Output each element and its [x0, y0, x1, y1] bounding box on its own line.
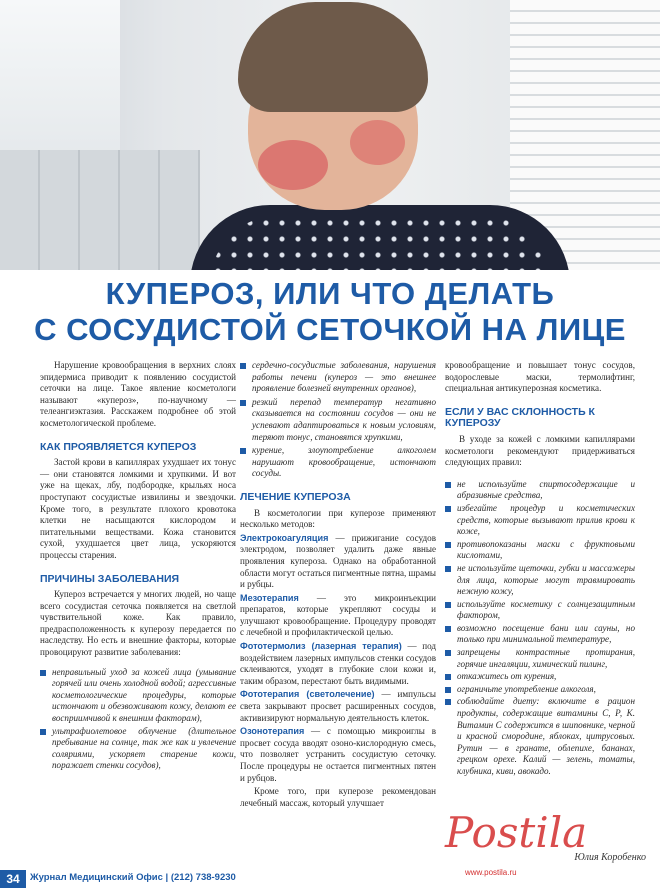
list-item: избегайте процедур и косметических средств, которые вызывают прилив крови к коже, [445, 503, 635, 538]
section-heading: КАК ПРОЯВЛЯЕТСЯ КУПЕРОЗ [40, 440, 197, 453]
woman-hair [238, 2, 428, 112]
method-mesotherapy [240, 593, 436, 639]
list-item: ультрафиолетовое облучение (длительное пребывание на солнце, так же как и увлечение соляриями, ускоряет старение кожи, поражает стенки сосудов), [40, 726, 236, 772]
section-heading: ЕСЛИ У ВАС СКЛОННОСТЬ К КУПЕРОЗУ [445, 405, 595, 430]
column-3 [445, 360, 635, 779]
list-item: используйте косметику с солнцезащитным фактором, [445, 599, 635, 622]
method-term: Фототермолиз (лазерная терапия) [240, 641, 402, 652]
method-text: — импульсы света закрывают просвет расширенных сосудов, активизируют нормальную деятельность клеток. [240, 689, 436, 723]
cause-list-continued [240, 360, 436, 480]
hero-photo [0, 0, 660, 270]
cause-list [40, 667, 236, 772]
method-photothermolysis [240, 641, 436, 687]
tile-wall [0, 150, 200, 270]
list-item: сердечно-сосудистые заболевания, нарушения работы печени (купероз — это внешнее проявление болезней внутренних органов), [240, 360, 436, 395]
section-heading: ПРИЧИНЫ ЗАБОЛЕВАНИЯ [40, 572, 180, 585]
list-item: не используйте спиртосодержащие и абразивные средства, [445, 479, 635, 502]
redness-left-cheek [258, 140, 328, 190]
column-2 [240, 360, 436, 811]
list-item: неправильный уход за кожей лица (умывание горячей или очень холодной водой; агрессивные косметологические процедуры, которые истончают и обезвоживают кожу, делают ее восприимчивой к внешним факторам), [40, 667, 236, 725]
page-number: 34 [0, 870, 26, 888]
paragraph: кровообращение и повышает тонус сосудов, водорослевые маски, термолифтинг, специальная антикуперозная косметика. [445, 360, 635, 394]
magazine-name: Журнал Медицинский Офис | (212) 738-9230 [30, 872, 236, 883]
page-footer [0, 870, 660, 894]
woman-blouse [210, 215, 550, 270]
watermark-url: www.postila.ru [465, 868, 517, 877]
section-heading: ЛЕЧЕНИЕ КУПЕРОЗА [240, 490, 351, 503]
method-text: — под воздействием лазерных импульсов стенки сосудов склеиваются, уходят в глубокие слои кожи и, таким образом, перестают быть видимыми. [240, 641, 436, 686]
list-item: резкий перепад температур негативно сказывается на состоянии сосудов — они не успевают адаптироваться к новым условиям, теряют тонус, становятся хрупкими, [240, 397, 436, 443]
list-item: не используйте щеточки, губки и массажеры для лица, которые могут травмировать нежную кожу, [445, 563, 635, 598]
article-title [0, 276, 660, 348]
method-text: — это микроинъекции препаратов, которые укрепляют сосуды и улучшают кровообращение. Процедуру проводят с лечебной и профилактической целью. [240, 592, 436, 638]
column-1 [40, 360, 236, 773]
method-term: Фототерапия (светолечение) [240, 689, 375, 700]
method-term: Озонотерапия [240, 726, 305, 737]
list-item: курение, злоупотребление алкоголем нарушают кровообращение, истончают сосуды. [240, 445, 436, 480]
redness-right-cheek [350, 120, 405, 165]
paragraph: Кроме того, при куперозе рекомендован лечебный массаж, который улучшает [240, 786, 436, 808]
method-term: Электрокоагуляция [240, 532, 329, 543]
paragraph: В уходе за кожей с ломкими капиллярами косметологи рекомендуют придерживаться следующих правил: [445, 433, 635, 468]
paragraph: Купероз встречается у многих людей, но чаще всего сосудистая сеточка появляется на светлой чувствительной коже. Как правило, предрасположенность к куперозу передается по наследству. Но есть и внешние факторы, которые провоцируют развитие заболевания: [40, 589, 236, 658]
author-signature: Юлия Коробенко [574, 852, 646, 863]
list-item: ограничьте употребление алкоголя, [445, 684, 635, 696]
method-text: — прижигание сосудов электродом, позволяет удалить даже явные проявления купероза. Однако на обработанной области могут остаться пигментные пятна, шрамы и рубцы. [240, 532, 436, 590]
method-electrocoagulation [240, 533, 436, 591]
method-text: — с помощью микроиглы в просвет сосуда вводят озоно-кислородную смесь, что позволяет устранить сосудистую сеточку. После процедуры не остается пигментных пятен и рубцов. [240, 726, 436, 783]
method-term: Мезотерапия [240, 592, 299, 603]
list-item: запрещены контрастные протирания, горячие ингаляции, химический пилинг, [445, 647, 635, 670]
method-phototherapy [240, 689, 436, 724]
watermark-brand: Postila [445, 808, 588, 857]
paragraph: В косметологии при куперозе применяют несколько методов: [240, 507, 436, 530]
rules-list [445, 479, 635, 778]
list-item: соблюдайте диету: включите в рацион продукты, содержащие витамины С, Р, К. Витамин С содержится в шиповнике, черной и красной смородине, яблоках, цитрусовых. Рутин — в гранате, облепихе, бананах, грецком орехе. Калий — зелень, томаты, клубника, киви, авокадо. [445, 696, 635, 777]
paragraph: Застой крови в капиллярах ухудшает их тонус — они становятся ломкими и хрупкими. И вот уже на щеках, лбу, подбородке, крыльях носа проступают сосудистые извилины и звездочки. Кроме того, в результате плохого кровотока клетки не насыщаются кислородом и питательными веществами. Кожа становится сухой, ухудшается цвет лица, ускоряются процессы старения. [40, 457, 236, 560]
intro-paragraph: Нарушение кровообращения в верхних слоях эпидермиса приводит к появлению сосудистой сеточки на лице. Такое явление косметологи называют «купероз», по-научному — телеангиэктазия. Расскажем подробнее об этой косметологической проблеме. [40, 360, 236, 428]
title-line-2: С СОСУДИСТОЙ СЕТОЧКОЙ НА ЛИЦЕ [34, 312, 626, 347]
list-item: откажитесь от курения, [445, 671, 635, 683]
list-item: противопоказаны маски с фруктовыми кислотами, [445, 539, 635, 562]
title-line-1: КУПЕРОЗ, ИЛИ ЧТО ДЕЛАТЬ [105, 276, 555, 311]
method-ozonotherapy [240, 726, 436, 784]
list-item: возможно посещение бани или сауны, но только при минимальной температуре, [445, 623, 635, 646]
